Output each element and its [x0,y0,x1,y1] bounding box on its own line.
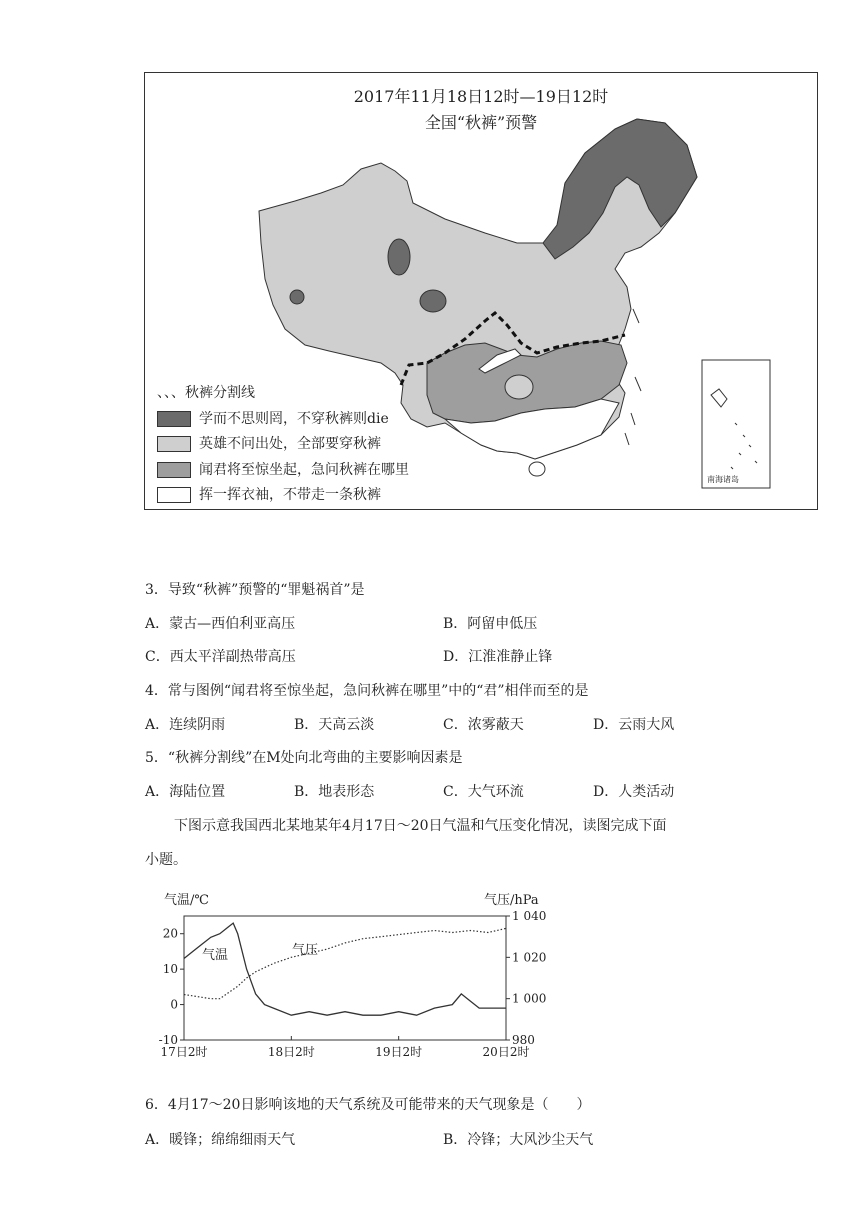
q4-option-d: D．云雨大风 [593,717,675,733]
q4-option-c: C．浓雾蔽天 [443,717,524,733]
q5-option-d: D．人类活动 [593,784,675,800]
intro-line-2: 小题。 [145,852,187,868]
legend-swatch-light [157,436,191,452]
y-right-tick-label: 1 040 [512,909,547,923]
q5-option-a: A．海陆位置 [145,784,226,800]
legend-label: 、、、秋裤分割线 [157,385,255,401]
map-figure [144,72,818,510]
legend-label: 闻君将至惊坐起，急问秋裤在哪里 [199,462,409,478]
map-title-line2: 全国“秋裤”预警 [424,113,538,132]
y-left-tick-label: 0 [170,997,178,1012]
series-line-temperature [184,923,506,1015]
legend-swatch-mid [157,462,191,478]
q5-option-c: C．大气环流 [443,784,524,800]
q3-option-a: A．蒙古—西伯利亚高压 [145,616,296,632]
y-left-tick-label: 10 [162,962,178,977]
series-label-temp: 气温 [202,948,229,963]
series-label-pressure: 气压 [292,943,319,958]
plot-frame [184,916,506,1040]
temp-pressure-chart [140,890,560,1070]
y-left-tick-label: -10 [158,1033,178,1047]
y-left-tick-label: 20 [162,926,178,941]
q6-option-b: B．冷锋；大风沙尘天气 [443,1132,594,1148]
q4-stem: 4．常与图例“闻君将至惊坐起，急问秋裤在哪里”中的“君”相伴而至的是 [145,683,589,699]
y-right-label: 气压/hPa [484,893,539,908]
legend-item-white [157,484,381,506]
y-right-tick-label: 980 [512,1033,535,1047]
map-region-dark-3 [290,290,304,304]
legend-item-dark [157,408,389,430]
intro-line-1: 下图示意我国西北某地某年4月17日～20日气温和气压变化情况，读图完成下面 [174,818,667,834]
map-region-light-patch [505,375,533,399]
map-region-dark-2 [420,290,446,312]
legend-item-light [157,433,381,455]
legend-label: 学而不思则罔，不穿秋裤则die [199,411,389,427]
q3-option-b: B．阿留申低压 [443,616,538,632]
map-title-line1: 2017年11月18日12时—19日12时 [353,87,609,106]
q3-option-d: D．江淮准静止锋 [443,649,553,665]
y-right-tick-label: 1 020 [512,950,547,965]
map-hainan [529,462,545,476]
q6-option-a: A．暖锋；绵绵细雨天气 [145,1132,296,1148]
map-inset-label: 南海诸岛 [707,475,739,484]
q5-option-b: B．地表形态 [294,784,375,800]
q3-option-c: C．西太平洋副热带高压 [145,649,296,665]
q6-stem: 6．4月17～20日影响该地的天气系统及可能带来的天气现象是（ ） [145,1097,591,1113]
x-tick-label: 19日2时 [375,1045,423,1059]
q4-option-b: B．天高云淡 [294,717,375,733]
legend-item-dividing-line [157,382,255,404]
q3-stem: 3．导致“秋裤”预警的“罪魁祸首”是 [145,582,365,598]
q4-option-a: A．连续阴雨 [145,717,226,733]
map-region-dark-1 [388,239,410,275]
legend-label: 英雄不问出处，全部要穿秋裤 [199,436,381,452]
y-right-tick-label: 1 000 [512,991,547,1006]
x-tick-label: 18日2时 [267,1045,315,1059]
q5-stem: 5．“秋裤分割线”在M处向北弯曲的主要影响因素是 [145,750,463,766]
y-left-label: 气温/℃ [164,893,209,908]
legend-swatch-dark [157,411,191,427]
x-tick-label: 20日2时 [482,1045,530,1059]
x-tick-label: 17日2时 [160,1045,208,1059]
series-line-pressure [184,928,506,998]
legend-swatch-white [157,487,191,503]
map-coast-marks [625,309,641,445]
legend-label: 挥一挥衣袖，不带走一条秋裤 [199,487,381,503]
legend-item-mid [157,459,409,481]
